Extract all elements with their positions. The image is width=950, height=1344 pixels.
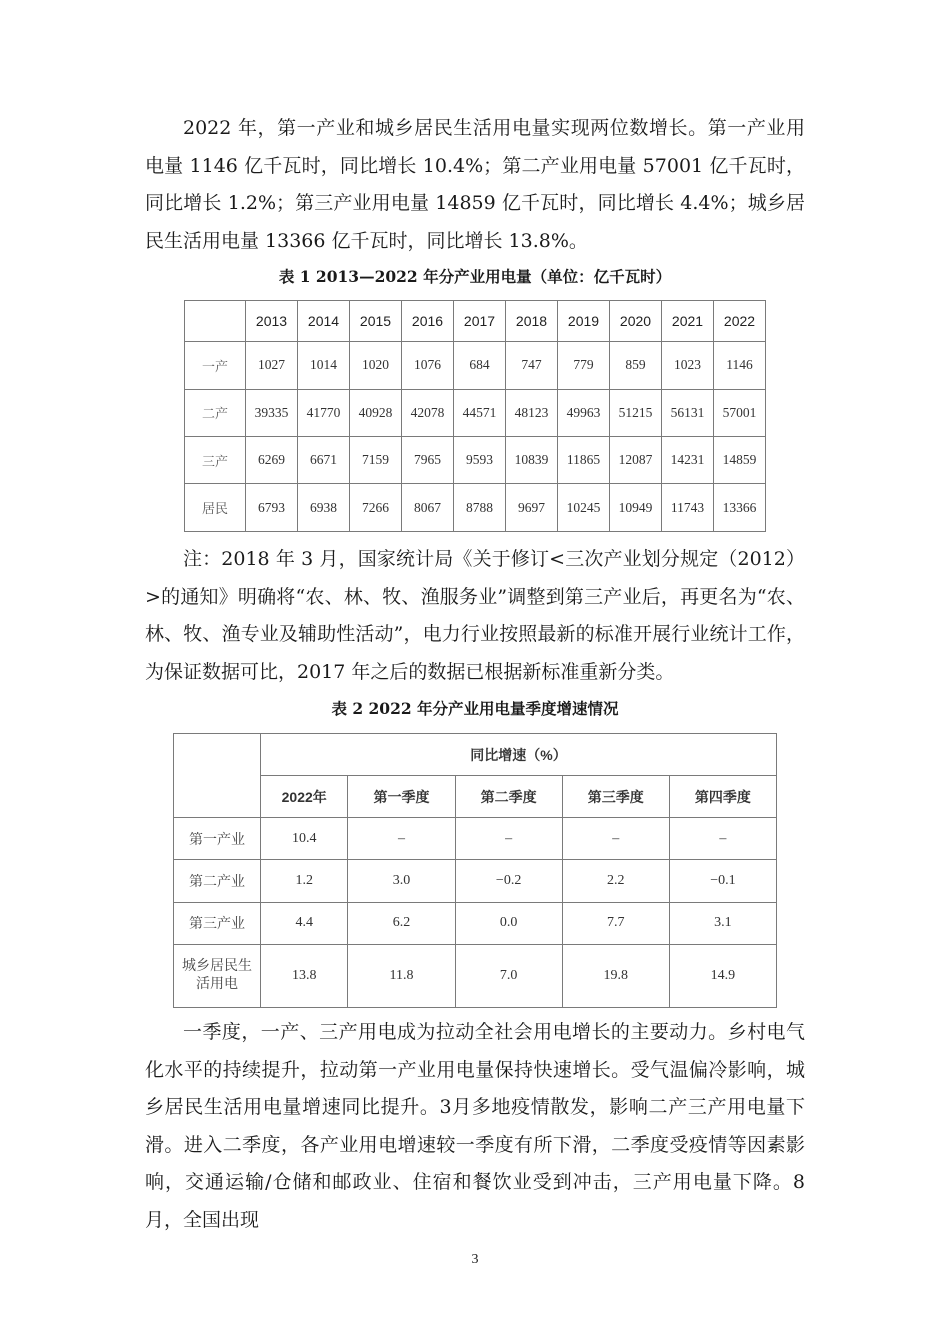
- row-label-primary: 第一产业: [174, 818, 261, 860]
- table-cell: 3.1: [669, 902, 776, 944]
- table-cell: –: [562, 818, 669, 860]
- table-cell: 49963: [558, 389, 610, 436]
- paragraph-analysis: 一季度，一产、三产用电成为拉动全社会用电增长的主要动力。乡村电气化水平的持续提升，拉动第一产业用电量保持快速增长。受气温偏冷影响，城乡居民生活用电量增速同比提升。3月多地疫情散发，影响二产三产用电量下滑。进入二季度，各产业用电增速较一季度有所下滑，二季度受疫情等因素影响，交通运输/仓储和邮政业、住宿和餐饮业受到冲击，三产用电量下降。8月，全国出现: [145, 1021, 805, 1231]
- table-cell: 859: [610, 342, 662, 389]
- table2-subheader-row: [174, 776, 777, 818]
- table-cell: −0.1: [669, 860, 776, 902]
- table-cell: –: [669, 818, 776, 860]
- table-cell: 12087: [610, 436, 662, 483]
- year-header: 2016: [402, 301, 454, 342]
- year-header: 2013: [246, 301, 298, 342]
- table-cell: 7266: [350, 484, 402, 532]
- table-cell: 1076: [402, 342, 454, 389]
- table-cell: 8788: [454, 484, 506, 532]
- row-label-primary: 一产: [185, 342, 246, 389]
- table-cell: 4.4: [261, 902, 348, 944]
- table-cell: 51215: [610, 389, 662, 436]
- table-cell: 6269: [246, 436, 298, 483]
- row-label-secondary: 第二产业: [174, 860, 261, 902]
- table-electricity-by-industry: [184, 300, 766, 532]
- table-cell: 1023: [662, 342, 714, 389]
- table-row: [174, 944, 777, 1007]
- table1-corner: [185, 301, 246, 342]
- column-header: 第四季度: [669, 776, 776, 818]
- year-header: 2020: [610, 301, 662, 342]
- table-cell: 7159: [350, 436, 402, 483]
- year-header: 2021: [662, 301, 714, 342]
- year-header: 2015: [350, 301, 402, 342]
- table-cell: 14859: [714, 436, 766, 483]
- table-row: [185, 389, 766, 436]
- group-header: 同比增速（%）: [261, 734, 777, 776]
- table-cell: 6.2: [348, 902, 455, 944]
- row-label-line2: 活用电: [196, 976, 238, 992]
- table-row: [174, 818, 777, 860]
- table-cell: 8067: [402, 484, 454, 532]
- table-cell: 9593: [454, 436, 506, 483]
- column-header: 第三季度: [562, 776, 669, 818]
- table-cell: 57001: [714, 389, 766, 436]
- table-cell: –: [455, 818, 562, 860]
- row-label-tertiary: 三产: [185, 436, 246, 483]
- table-cell: 10245: [558, 484, 610, 532]
- table-cell: 2.2: [562, 860, 669, 902]
- table-cell: 11865: [558, 436, 610, 483]
- table-cell: 13.8: [261, 944, 348, 1007]
- year-header: 2014: [298, 301, 350, 342]
- table-cell: 1146: [714, 342, 766, 389]
- table-cell: 6938: [298, 484, 350, 532]
- table-cell: 684: [454, 342, 506, 389]
- table-cell: 7.7: [562, 902, 669, 944]
- table-cell: 41770: [298, 389, 350, 436]
- row-label-line1: 城乡居民生: [182, 958, 252, 974]
- column-header: 第一季度: [348, 776, 455, 818]
- table-cell: 1027: [246, 342, 298, 389]
- table-cell: 13366: [714, 484, 766, 532]
- table-cell: 1.2: [261, 860, 348, 902]
- paragraph-intro: 2022 年，第一产业和城乡居民生活用电量实现两位数增长。第一产业用电量 1146 亿千瓦时，同比增长 10.4%；第二产业用电量 57001 亿千瓦时，同比增长 1.2%；第三产业用电量 14859 亿千瓦时，同比增长 4.4%；城乡居民生活用电量 13366 亿千瓦时，同比增长 13.8%。: [145, 117, 805, 252]
- table2-header-row: [174, 734, 777, 776]
- row-label-secondary: 二产: [185, 389, 246, 436]
- table-cell: 747: [506, 342, 558, 389]
- table-cell: 0.0: [455, 902, 562, 944]
- table-cell: 7965: [402, 436, 454, 483]
- table-cell: 1020: [350, 342, 402, 389]
- table-cell: 14231: [662, 436, 714, 483]
- table-cell: 9697: [506, 484, 558, 532]
- table1-note: 注：2018 年 3 月，国家统计局《关于修订<三次产业划分规定（2012）>的通知》明确将“农、林、牧、渔服务业”调整到第三产业后，再更名为“农、林、牧、渔专业及辅助性活动”，电力行业按照最新的标准开展行业统计工作，为保证数据可比，2017 年之后的数据已根据新标准重新分类。: [145, 548, 805, 683]
- column-header: 2022年: [261, 776, 348, 818]
- year-header: 2018: [506, 301, 558, 342]
- table-cell: 3.0: [348, 860, 455, 902]
- table-row: [174, 902, 777, 944]
- table-row: [185, 484, 766, 532]
- table-cell: 10949: [610, 484, 662, 532]
- table-cell: 10.4: [261, 818, 348, 860]
- table-cell: 40928: [350, 389, 402, 436]
- table2-caption: 表 2 2022 年分产业用电量季度增速情况: [331, 699, 619, 718]
- table-cell: 19.8: [562, 944, 669, 1007]
- table-cell: −0.2: [455, 860, 562, 902]
- table-quarterly-growth: [173, 733, 777, 1008]
- year-header: 2017: [454, 301, 506, 342]
- table-cell: 39335: [246, 389, 298, 436]
- table-cell: 6793: [246, 484, 298, 532]
- table-row: [185, 436, 766, 483]
- table-cell: 7.0: [455, 944, 562, 1007]
- row-label-residential: [174, 944, 261, 1007]
- year-header: 2019: [558, 301, 610, 342]
- table-cell: 10839: [506, 436, 558, 483]
- table-cell: 44571: [454, 389, 506, 436]
- table-cell: 48123: [506, 389, 558, 436]
- table-cell: 56131: [662, 389, 714, 436]
- table-cell: 1014: [298, 342, 350, 389]
- table-cell: 11.8: [348, 944, 455, 1007]
- year-header: 2022: [714, 301, 766, 342]
- table-cell: 11743: [662, 484, 714, 532]
- table-row: [185, 342, 766, 389]
- table-cell: 779: [558, 342, 610, 389]
- page-number: 3: [471, 1252, 479, 1267]
- table-cell: 14.9: [669, 944, 776, 1007]
- table1-header-row: [185, 301, 766, 342]
- table-cell: 42078: [402, 389, 454, 436]
- row-label-residential: 居民: [185, 484, 246, 532]
- table2-corner: [174, 734, 261, 818]
- table-cell: –: [348, 818, 455, 860]
- table-row: [174, 860, 777, 902]
- column-header: 第二季度: [455, 776, 562, 818]
- table1-caption: 表 1 2013—2022 年分产业用电量（单位：亿千瓦时）: [278, 267, 672, 286]
- row-label-tertiary: 第三产业: [174, 902, 261, 944]
- table-cell: 6671: [298, 436, 350, 483]
